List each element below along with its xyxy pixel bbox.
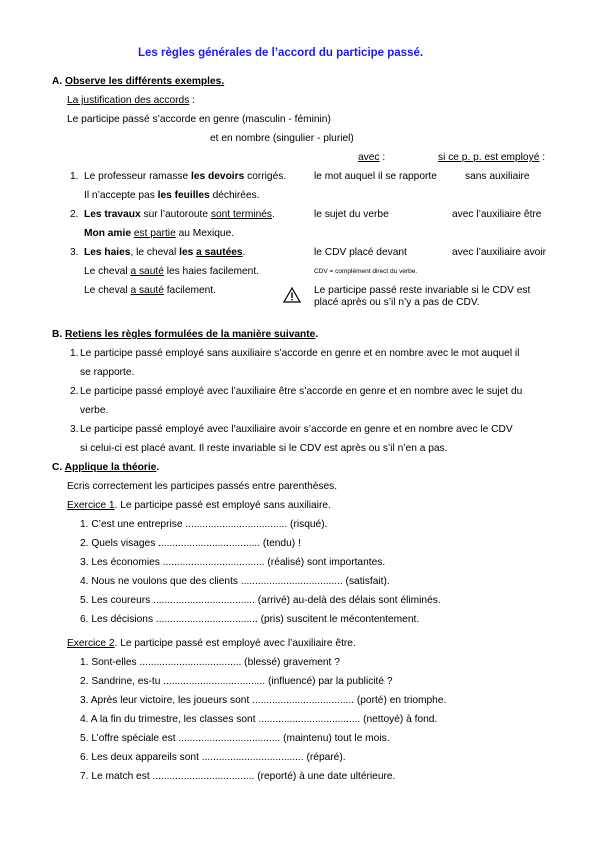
section-c-heading	[52, 462, 159, 474]
cdv-footnote: CDV = complément direct du verbe.	[314, 268, 418, 275]
text: Il n’accepte pas	[84, 190, 158, 201]
justification-colon: :	[189, 95, 195, 106]
exercise-2-item: 5. L’offre spéciale est .................................... (maintenu) tout le mois.	[80, 733, 390, 744]
rule-3-line-1: Le participe passé employé avec l’auxiliaire avoir s’accorde en genre et en nombre avec le CDV	[80, 424, 513, 435]
section-a-letter: A.	[52, 76, 63, 87]
text: les haies facilement.	[163, 266, 260, 277]
page-title: Les règles générales de l’accord du participe passé.	[138, 47, 424, 59]
text: .	[272, 209, 275, 220]
text: .	[242, 247, 246, 258]
example-2-sentence-a	[84, 209, 275, 221]
agreement-line-1: Le participe passé s’accorde en genre (masculin - féminin)	[67, 114, 331, 125]
text-bold: les devoirs	[191, 171, 245, 182]
example-3-number: 3.	[70, 247, 79, 258]
text: corrigés.	[244, 171, 287, 182]
justification-line	[67, 95, 195, 107]
exercise-1-item: 6. Les décisions .................................... (pris) suscitent le mécontentement.	[80, 614, 420, 625]
exercise-1-item: 3. Les économies .................................... (réalisé) sont importantes.	[80, 557, 386, 568]
justification-label: La justification des accords	[67, 95, 190, 106]
example-2-number: 2.	[70, 209, 79, 220]
section-c-dot: .	[156, 462, 160, 473]
exercise-2-header	[67, 638, 356, 650]
rule-1-number: 1.	[70, 348, 79, 359]
text-bold: les	[179, 247, 194, 258]
example-1-sentence-a	[84, 171, 286, 183]
text-bold: Les travaux	[84, 209, 141, 220]
section-a-heading	[52, 76, 224, 88]
exercise-2-item: 2. Sandrine, es-tu .................................... (influencé) par la publicité ?	[80, 676, 393, 687]
column-si-colon: :	[539, 152, 546, 163]
example-1-number: 1.	[70, 171, 79, 182]
text: déchirées.	[209, 190, 260, 201]
example-1-sentence-b	[84, 190, 260, 202]
agreement-line-2: et en nombre (singulier - pluriel)	[210, 133, 354, 144]
exercise-2-desc: . Le participe passé est employé avec l’auxiliaire être.	[114, 638, 356, 649]
rule-2-number: 2.	[70, 386, 79, 397]
text: Le cheval	[84, 266, 131, 277]
text: facilement.	[163, 285, 216, 296]
text: sur l’autoroute	[140, 209, 211, 220]
example-3-avec: le CDV placé devant	[314, 247, 407, 258]
rule-3-number: 3.	[70, 424, 79, 435]
exercise-2-label: Exercice 2	[67, 638, 115, 649]
text-underlined: est partie	[133, 228, 176, 239]
warning-icon	[283, 287, 301, 303]
text-bold-underlined: a sautées	[196, 247, 243, 258]
text-bold: les feuilles	[157, 190, 210, 201]
section-b-letter: B.	[52, 329, 63, 340]
text-bold: Mon amie	[84, 228, 131, 239]
exercise-1-item: 5. Les coureurs .................................... (arrivé) au-delà des délais sont éliminés.	[80, 595, 441, 606]
section-c-title: Applique la théorie	[64, 462, 157, 473]
example-3-sentence-b	[84, 266, 259, 278]
column-header-si	[438, 152, 545, 164]
exercise-1-header	[67, 500, 331, 512]
section-a-title: Observe les différents exemples.	[65, 76, 225, 87]
exercise-1-item: 4. Nous ne voulons que des clients .................................... (satisfait).	[80, 576, 390, 587]
rule-3-line-2: si celui-ci est placé avant. Il reste invariable si le CDV est après ou s’il n’en a pas.	[80, 443, 448, 454]
example-2-avec: le sujet du verbe	[314, 209, 389, 220]
text-underlined: sont terminés	[210, 209, 273, 220]
exercise-1-item: 1. C’est une entreprise .................................... (risqué).	[80, 519, 328, 530]
exercise-1-label: Exercice 1	[67, 500, 115, 511]
text-underlined: a sauté	[130, 285, 164, 296]
exercise-instruction: Ecris correctement les participes passés entre parenthèses.	[67, 481, 338, 492]
exercise-2-item: 6. Les deux appareils sont .................................... (réparé).	[80, 752, 346, 763]
section-b-heading	[52, 329, 318, 341]
exercise-2-item: 7. Le match est .................................... (reporté) à une date ultérieure.	[80, 771, 396, 782]
exercise-2-item: 1. Sont-elles .................................... (blessé) gravement ?	[80, 657, 340, 668]
example-3-sentence-a	[84, 247, 245, 259]
example-1-si: sans auxiliaire	[465, 171, 530, 182]
rule-1-line-2: se rapporte.	[80, 367, 135, 378]
example-3-si: avec l’auxiliaire avoir	[452, 247, 546, 258]
column-avec-colon: :	[379, 152, 386, 163]
exercise-1-item: 2. Quels visages .................................... (tendu) !	[80, 538, 301, 549]
example-1-avec: le mot auquel il se rapporte	[314, 171, 437, 182]
exercise-1-desc: . Le participe passé est employé sans auxiliaire.	[114, 500, 331, 511]
column-avec-label: avec	[358, 152, 380, 163]
rule-2-line-1: Le participe passé employé avec l’auxiliaire être s’accorde en genre et en nombre avec le sujet du	[80, 386, 523, 397]
exercise-2-item: 3. Après leur victoire, les joueurs sont .................................... (porté) en triomphe.	[80, 695, 447, 706]
rule-2-line-2: verbe.	[80, 405, 109, 416]
section-c-letter: C.	[52, 462, 63, 473]
text-bold: Les haies	[84, 247, 131, 258]
text: Le cheval	[84, 285, 131, 296]
text: Le professeur ramasse	[84, 171, 192, 182]
text: , le cheval	[130, 247, 180, 258]
example-2-si: avec l’auxiliaire être	[452, 209, 542, 220]
text: au Mexique.	[175, 228, 235, 239]
example-2-sentence-b	[84, 228, 234, 240]
column-si-label: si ce p. p. est employé	[438, 152, 540, 163]
column-header-avec	[358, 152, 385, 164]
section-b-title: Retiens les règles formulées de la manière suivante	[65, 329, 316, 340]
text-underlined: a sauté	[130, 266, 164, 277]
invariable-note-line-1: Le participe passé reste invariable si le CDV est	[314, 285, 531, 296]
exercise-2-item: 4. A la fin du trimestre, les classes sont .................................... (nettoyé) à fond.	[80, 714, 438, 725]
section-b-dot: .	[315, 329, 319, 340]
example-3-sentence-c	[84, 285, 216, 297]
rule-1-line-1: Le participe passé employé sans auxiliaire s’accorde en genre et en nombre avec le mot auquel il	[80, 348, 520, 359]
invariable-note-line-2: placé après ou s’il n’y a pas de CDV.	[314, 297, 480, 308]
